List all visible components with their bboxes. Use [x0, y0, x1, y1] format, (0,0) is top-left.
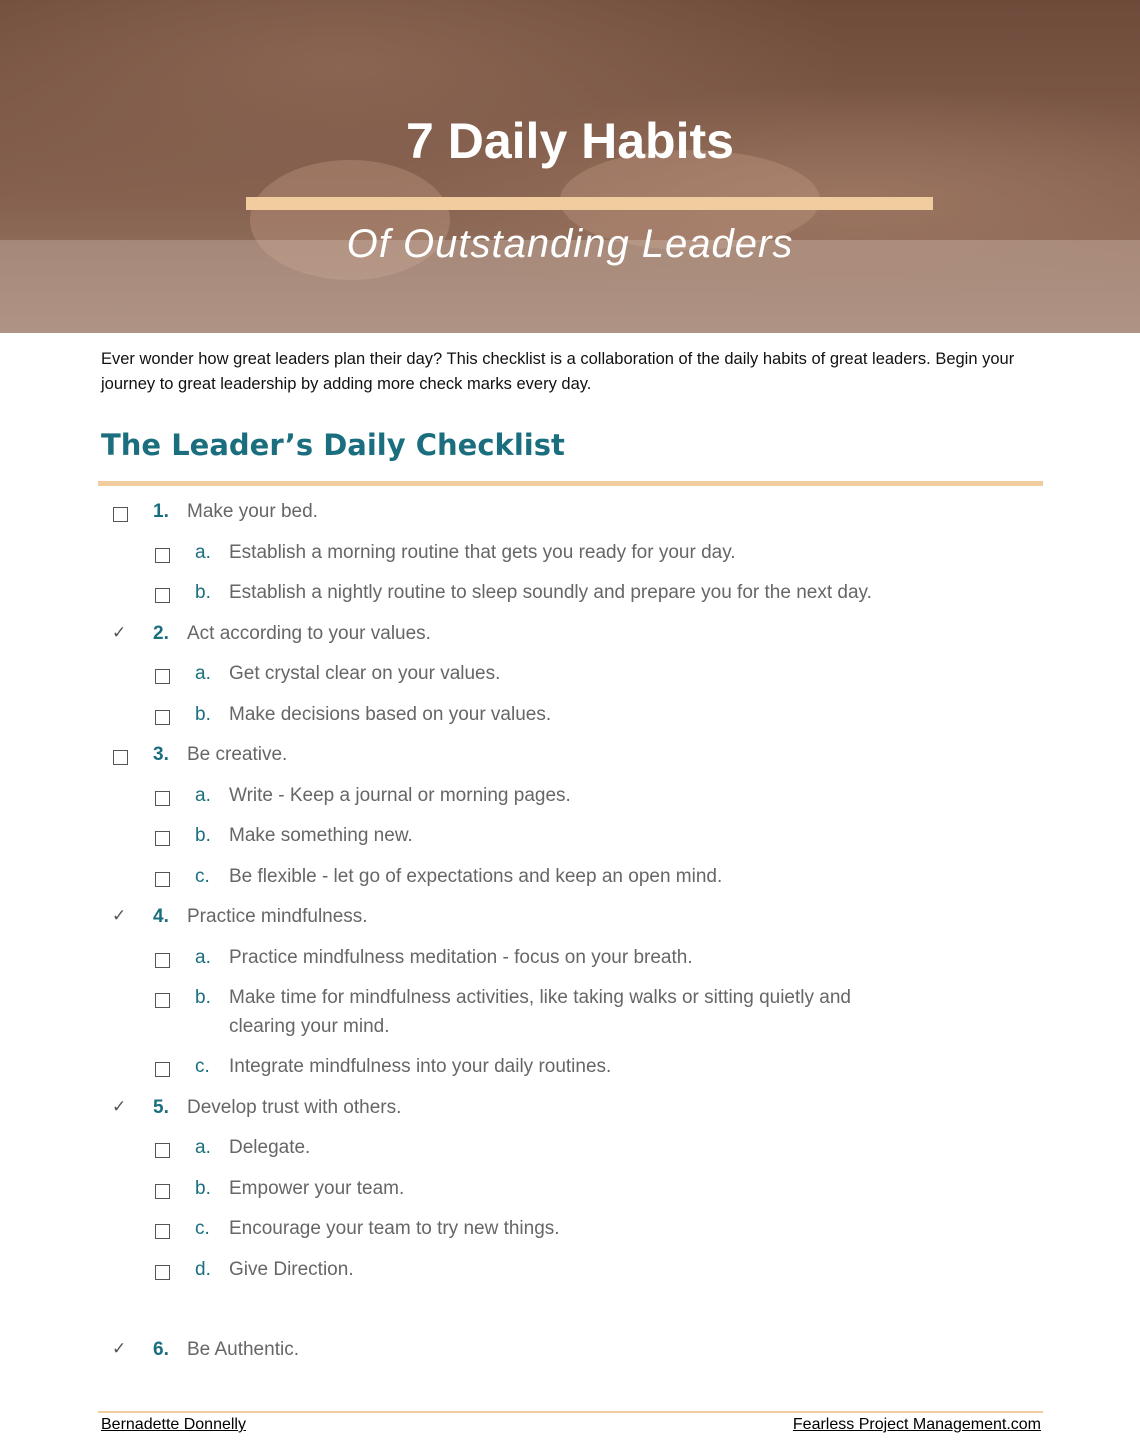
checkbox[interactable]	[155, 993, 170, 1008]
checkbox[interactable]	[155, 548, 170, 563]
checkbox[interactable]	[155, 791, 170, 806]
checkbox[interactable]	[155, 872, 170, 887]
subitem-letter: a.	[195, 946, 211, 968]
subitem-letter: a.	[195, 663, 211, 684]
item-number: 6.	[153, 1339, 169, 1360]
checklist-subitem	[0, 1051, 1140, 1092]
checklist-subitem	[0, 699, 1140, 740]
subitem-text: Practice mindfulness meditation - focus on your breath.	[229, 946, 693, 968]
subitem-letter: c.	[195, 865, 210, 887]
footer-site-link[interactable]: Fearless Project Management.com	[792, 1416, 1041, 1433]
page-title: 7 Daily Habits	[406, 113, 734, 169]
subitem-text: Encourage your team to try new things.	[229, 1218, 560, 1239]
subitem-letter: b.	[195, 582, 211, 603]
subitem-text: Establish a nightly routine to sleep soundly and prepare you for the next day.	[229, 582, 872, 603]
subitem-letter: d.	[195, 1258, 211, 1280]
subitem-text: Establish a morning routine that gets you ready for your day.	[229, 541, 736, 563]
item-text: Be Authentic.	[187, 1339, 299, 1360]
item-number: 1.	[153, 501, 169, 522]
subitem-text: Empower your team.	[229, 1177, 405, 1199]
section-divider	[98, 481, 1043, 486]
subitem-text: Make something new.	[229, 825, 413, 846]
checkbox[interactable]	[113, 507, 128, 522]
subitem-text: Get crystal clear on your values.	[229, 663, 501, 684]
checklist-item	[0, 1334, 1140, 1375]
item-text: Make your bed.	[187, 501, 318, 522]
footer-divider	[98, 1411, 1043, 1413]
subitem-letter: a.	[195, 784, 211, 806]
checklist-subitem	[0, 1132, 1140, 1173]
checkmark-icon[interactable]: ✓	[112, 1339, 127, 1358]
checklist-subitem	[0, 658, 1140, 699]
item-number: 5.	[153, 1096, 169, 1118]
checkbox[interactable]	[155, 1265, 170, 1280]
checklist-subitem	[0, 861, 1140, 902]
checklist-item	[0, 901, 1140, 942]
item-text: Develop trust with others.	[187, 1096, 402, 1118]
subitem-letter: a.	[195, 1137, 211, 1158]
checklist-subitem	[0, 1254, 1140, 1295]
subitem-letter: b.	[195, 703, 211, 725]
item-number: 2.	[153, 622, 169, 644]
subitem-text: Give Direction.	[229, 1258, 354, 1280]
subitem-letter: a.	[195, 541, 211, 563]
checkbox[interactable]	[155, 1184, 170, 1199]
checklist-subitem	[0, 1173, 1140, 1214]
checklist-subitem	[0, 820, 1140, 861]
title-divider	[246, 197, 933, 210]
item-number: 3.	[153, 744, 169, 765]
checklist	[0, 496, 1140, 1375]
checklist-subitem	[0, 577, 1140, 618]
checkmark-icon[interactable]: ✓	[112, 906, 127, 925]
subitem-text: Delegate.	[229, 1137, 311, 1158]
checklist-item	[0, 618, 1140, 659]
footer-author-link[interactable]: Bernadette Donnelly	[101, 1416, 246, 1433]
subitem-text: Make decisions based on your values.	[229, 703, 552, 725]
item-text: Practice mindfulness.	[187, 906, 368, 927]
checkbox[interactable]	[155, 588, 170, 603]
subitem-letter: b.	[195, 825, 211, 846]
checkbox[interactable]	[155, 669, 170, 684]
subitem-text: Write - Keep a journal or morning pages.	[229, 784, 571, 806]
checkbox[interactable]	[155, 710, 170, 725]
item-text: Be creative.	[187, 744, 288, 765]
item-text: Act according to your values.	[187, 622, 431, 644]
section-title: The Leader’s Daily Checklist	[101, 428, 565, 462]
checklist-item	[0, 1092, 1140, 1133]
checklist-subitem	[0, 982, 1140, 1051]
subitem-text: Integrate mindfulness into your daily routines.	[229, 1056, 612, 1077]
checklist-subitem	[0, 780, 1140, 821]
subitem-text: Make time for mindfulness activities, like taking walks or sitting quietly and clearing your mind.	[229, 987, 851, 1037]
checkbox[interactable]	[155, 831, 170, 846]
checkbox[interactable]	[155, 1224, 170, 1239]
item-number: 4.	[153, 906, 169, 927]
checklist-subitem	[0, 537, 1140, 578]
checkbox[interactable]	[113, 750, 128, 765]
checkbox[interactable]	[155, 953, 170, 968]
checkbox[interactable]	[155, 1143, 170, 1158]
checkmark-icon[interactable]: ✓	[112, 1096, 127, 1116]
subitem-letter: b.	[195, 1177, 211, 1199]
subitem-letter: b.	[195, 987, 211, 1008]
header-banner	[0, 0, 1140, 333]
checklist-item	[0, 739, 1140, 780]
subitem-letter: c.	[195, 1056, 210, 1077]
checkmark-icon[interactable]: ✓	[112, 622, 127, 642]
checkbox[interactable]	[155, 1062, 170, 1077]
checklist-subitem	[0, 1213, 1140, 1254]
checklist-item	[0, 496, 1140, 537]
page-subtitle: Of Outstanding Leaders	[346, 222, 794, 266]
intro-text: Ever wonder how great leaders plan their day? This checklist is a collaboration of the daily habits of great leaders. Begin your journey to great leadership by adding more check marks every day.	[101, 350, 1015, 393]
subitem-letter: c.	[195, 1218, 210, 1239]
subitem-text: Be flexible - let go of expectations and keep an open mind.	[229, 865, 723, 887]
checklist-subitem	[0, 942, 1140, 983]
